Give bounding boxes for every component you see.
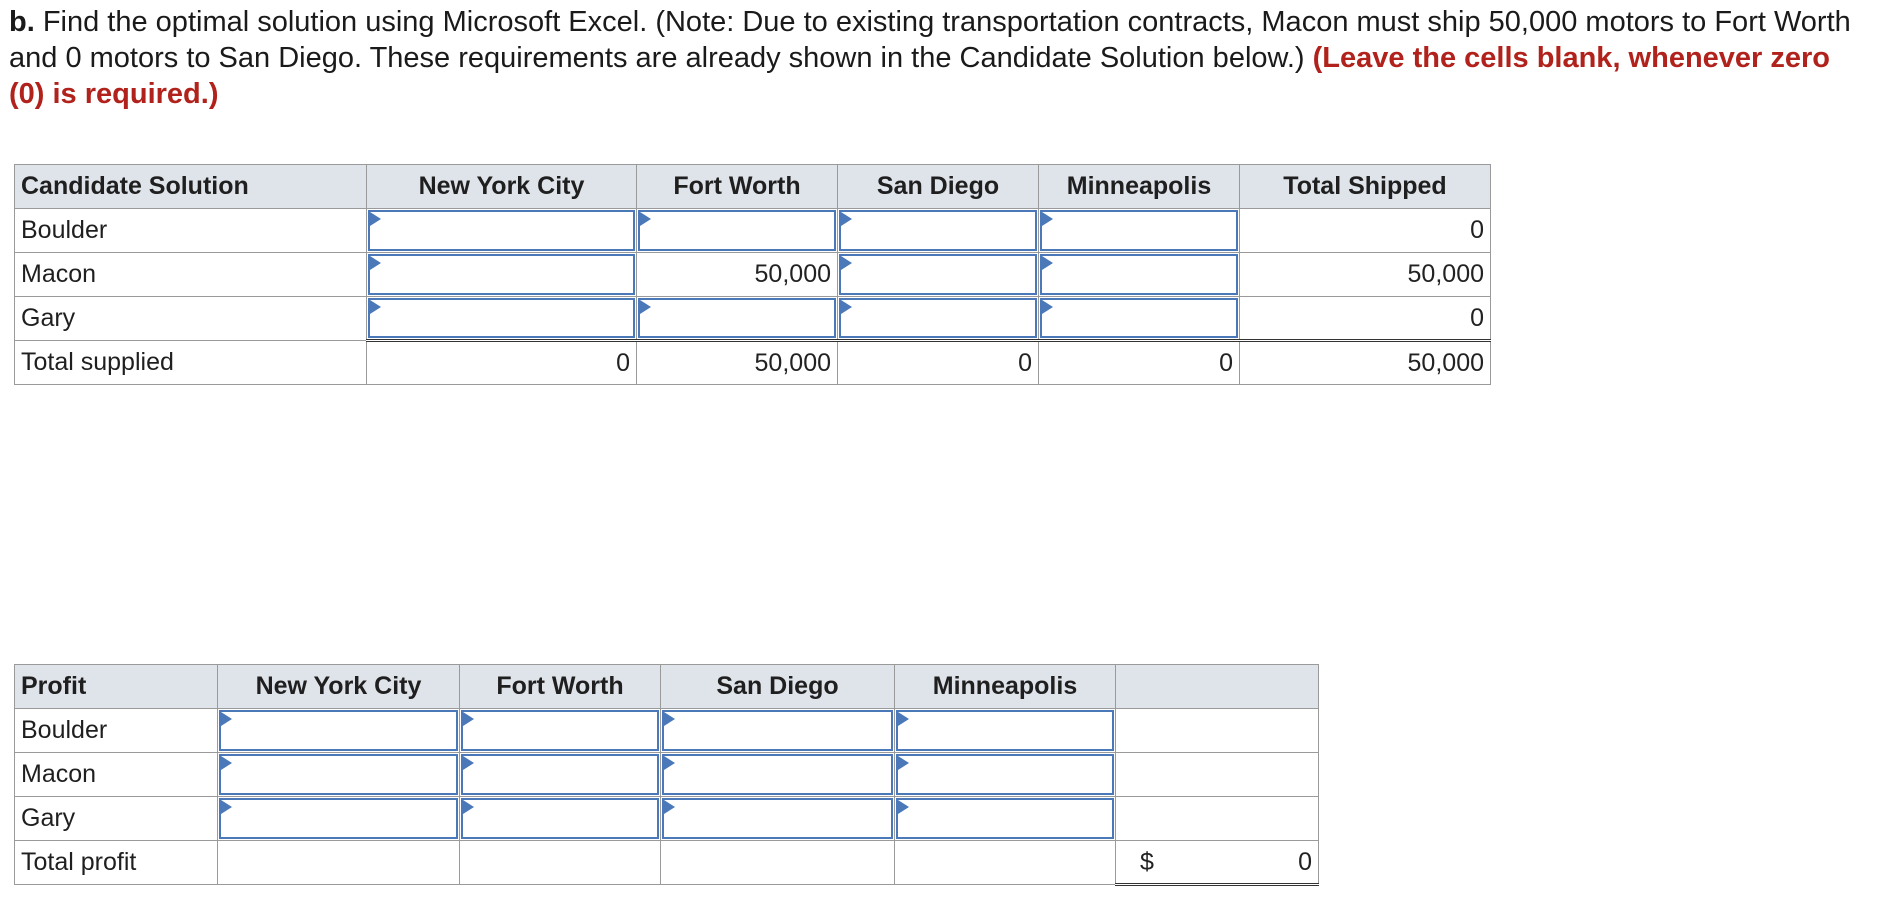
total-profit-value-cell (1116, 841, 1319, 885)
total-shipped-gary: 0 (1240, 297, 1491, 341)
total-supplied-minneapolis: 0 (1039, 341, 1240, 385)
profit-input-gary-minneapolis[interactable] (895, 797, 1116, 841)
header-candidate-solution: Candidate Solution (15, 165, 367, 209)
row-label-total-supplied: Total supplied (15, 341, 367, 385)
profit-input-gary-san-diego[interactable] (661, 797, 895, 841)
question-prompt (9, 4, 1869, 112)
total-profit-row (15, 841, 1319, 885)
profit-input-macon-minneapolis[interactable] (895, 753, 1116, 797)
header-profit: Profit (15, 665, 218, 709)
header-minneapolis: Minneapolis (1039, 165, 1240, 209)
profit-input-gary-fort-worth[interactable] (460, 797, 661, 841)
input-gary-fort-worth[interactable] (637, 297, 838, 341)
input-gary-minneapolis[interactable] (1039, 297, 1240, 341)
profit-empty-cell (460, 841, 661, 885)
header-new-york-city: New York City (218, 665, 460, 709)
profit-empty-cell (1116, 709, 1319, 753)
input-boulder-minneapolis[interactable] (1039, 209, 1240, 253)
profit-empty-cell (895, 841, 1116, 885)
header-san-diego: San Diego (838, 165, 1039, 209)
input-boulder-san-diego[interactable] (838, 209, 1039, 253)
total-shipped-macon: 50,000 (1240, 253, 1491, 297)
profit-table (14, 664, 1319, 886)
row-label-total-profit: Total profit (15, 841, 218, 885)
profit-input-macon-san-diego[interactable] (661, 753, 895, 797)
header-san-diego: San Diego (661, 665, 895, 709)
currency-symbol: $ (1140, 847, 1154, 876)
input-gary-new-york-city[interactable] (367, 297, 637, 341)
table-row (15, 297, 1491, 341)
total-supplied-new-york-city: 0 (367, 341, 637, 385)
input-macon-new-york-city[interactable] (367, 253, 637, 297)
question-text: Find the optimal solution using Microsoft Excel. (Note: Due to existing transportation contracts, Macon must ship 50,000 motors to Fort Worth and 0 motors to San Diego. These requirements are already shown in the Candidate Solution below.) (9, 6, 1851, 74)
header-total-shipped: Total Shipped (1240, 165, 1491, 209)
header-fort-worth: Fort Worth (637, 165, 838, 209)
profit-input-boulder-minneapolis[interactable] (895, 709, 1116, 753)
header-blank (1116, 665, 1319, 709)
total-supplied-fort-worth: 50,000 (637, 341, 838, 385)
total-supplied-grand-total: 50,000 (1240, 341, 1491, 385)
total-supplied-san-diego: 0 (838, 341, 1039, 385)
profit-empty-cell (218, 841, 460, 885)
row-label-boulder: Boulder (15, 709, 218, 753)
input-boulder-new-york-city[interactable] (367, 209, 637, 253)
input-macon-san-diego[interactable] (838, 253, 1039, 297)
header-minneapolis: Minneapolis (895, 665, 1116, 709)
row-label-macon: Macon (15, 753, 218, 797)
total-supplied-row (15, 341, 1491, 385)
input-boulder-fort-worth[interactable] (637, 209, 838, 253)
row-label-macon: Macon (15, 253, 367, 297)
header-new-york-city: New York City (367, 165, 637, 209)
table-row (15, 209, 1491, 253)
table-header-row (15, 665, 1319, 709)
input-gary-san-diego[interactable] (838, 297, 1039, 341)
profit-empty-cell (661, 841, 895, 885)
row-label-gary: Gary (15, 797, 218, 841)
profit-empty-cell (1116, 753, 1319, 797)
profit-input-boulder-new-york-city[interactable] (218, 709, 460, 753)
table-row (15, 797, 1319, 841)
total-shipped-boulder: 0 (1240, 209, 1491, 253)
table-row (15, 753, 1319, 797)
input-macon-minneapolis[interactable] (1039, 253, 1240, 297)
table-row (15, 253, 1491, 297)
row-label-gary: Gary (15, 297, 367, 341)
profit-input-gary-new-york-city[interactable] (218, 797, 460, 841)
row-label-boulder: Boulder (15, 209, 367, 253)
candidate-solution-table (14, 164, 1491, 385)
profit-input-boulder-fort-worth[interactable] (460, 709, 661, 753)
fixed-macon-fort-worth: 50,000 (637, 253, 838, 297)
total-profit-value: 0 (1298, 847, 1312, 876)
header-fort-worth: Fort Worth (460, 665, 661, 709)
table-header-row (15, 165, 1491, 209)
part-label: b. (9, 6, 35, 38)
table-row (15, 709, 1319, 753)
profit-input-macon-new-york-city[interactable] (218, 753, 460, 797)
instruction-text: (Leave the cells blank, whenever zero (0) is required.) (9, 42, 1831, 110)
profit-empty-cell (1116, 797, 1319, 841)
profit-input-boulder-san-diego[interactable] (661, 709, 895, 753)
profit-input-macon-fort-worth[interactable] (460, 753, 661, 797)
